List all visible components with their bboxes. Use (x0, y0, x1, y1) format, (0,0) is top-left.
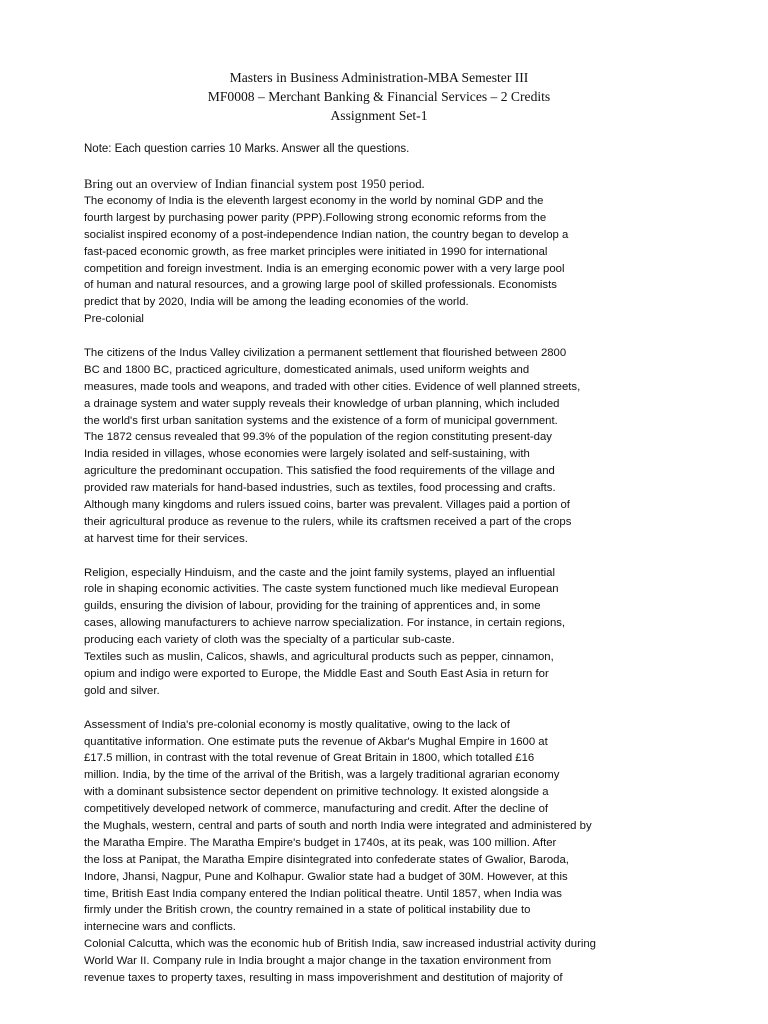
text-line: Indore, Jhansi, Nagpur, Pune and Kolhapur. Gwalior state had a budget of 30M. However, at this (84, 870, 568, 883)
paragraph-gap (84, 548, 674, 565)
text-line: socialist inspired economy of a post-independence Indian nation, the country began to develop a (84, 228, 569, 241)
program-title: Masters in Business Administration-MBA Semester III (229, 70, 529, 85)
text-line: measures, made tools and weapons, and traded with other cities. Evidence of well planned streets, (84, 380, 581, 393)
assignment-title: Assignment Set-1 (330, 108, 428, 123)
paragraph (84, 345, 674, 548)
text-line: the Mughals, western, central and parts of south and north India were integrated and administered by (84, 819, 592, 832)
text-line: India resided in villages, whose economies were largely isolated and self-sustaining, with (84, 448, 530, 461)
paragraph-gap (84, 328, 674, 345)
answer-body (84, 193, 674, 987)
text-line: the Maratha Empire. The Maratha Empire's budget in 1740s, at its peak, was 100 million. After (84, 836, 557, 849)
text-line: million. India, by the time of the arrival of the British, was a largely traditional agrarian economy (84, 769, 560, 782)
text-line: The citizens of the Indus Valley civilization a permanent settlement that flourished between 2800 (84, 347, 567, 360)
text-line: World War II. Company rule in India brought a major change in the taxation environment from (84, 955, 552, 968)
course-title: MF0008 – Merchant Banking & Financial Services – 2 Credits (207, 89, 551, 104)
paragraph-gap (84, 700, 674, 717)
text-line: competition and foreign investment. India is an emerging economic power with a very large pool (84, 262, 565, 275)
text-line: predict that by 2020, India will be among the leading economies of the world. (84, 296, 469, 309)
text-line: producing each variety of cloth was the specialty of a particular sub-caste. (84, 634, 455, 647)
text-line: quantitative information. One estimate puts the revenue of Akbar's Mughal Empire in 1600 at (84, 735, 548, 748)
text-line: a drainage system and water supply reveals their knowledge of urban planning, which included (84, 397, 560, 410)
text-line: The economy of India is the eleventh largest economy in the world by nominal GDP and the (84, 195, 544, 207)
text-line: guilds, ensuring the division of labour, providing for the training of apprentices and, in some (84, 600, 541, 613)
text-line: £17.5 million, in contrast with the total revenue of Great Britain in 1800, which totalled £16 (84, 752, 535, 765)
text-line: opium and indigo were exported to Europe, the Middle East and South East Asia in return for (84, 667, 549, 680)
text-line: their agricultural produce as revenue to the rulers, while its craftsmen received a part of the crops (84, 515, 572, 528)
text-line: the loss at Panipat, the Maratha Empire disintegrated into confederate states of Gwalior, Baroda, (84, 853, 569, 866)
text-line: with a dominant subsistence sector dependent on primitive technology. It existed alongside a (84, 786, 549, 799)
text-line: role in shaping economic activities. The caste system functioned much like medieval European (84, 583, 559, 596)
paragraph (84, 565, 674, 700)
text-line: at harvest time for their services. (84, 532, 248, 545)
text-line: The 1872 census revealed that 99.3% of the population of the region constituting present-day (84, 431, 552, 444)
instructions-note: Note: Each question carries 10 Marks. Answer all the questions. (84, 143, 410, 155)
text-line: fast-paced economic growth, as free market principles were initiated in 1990 for international (84, 245, 548, 258)
question-heading: Bring out an overview of Indian financial system post 1950 period. (84, 177, 425, 191)
text-line: internecine wars and conflicts. (84, 921, 236, 934)
text-line: Although many kingdoms and rulers issued coins, barter was prevalent. Villages paid a portion of (84, 499, 570, 512)
text-line: Pre-colonial (84, 313, 144, 326)
text-line: agriculture the predominant occupation. This satisfied the food requirements of the village and (84, 465, 555, 478)
text-line: provided raw materials for hand-based industries, such as textiles, food processing and crafts. (84, 482, 556, 495)
text-line: Assessment of India's pre-colonial economy is mostly qualitative, owing to the lack of (84, 718, 510, 731)
text-line: firmly under the British crown, the country remained in a state of political instability due to (84, 904, 531, 917)
text-line: cases, allowing manufacturers to achieve narrow specialization. For instance, in certain regions, (84, 617, 566, 630)
text-line: BC and 1800 BC, practiced agriculture, domesticated animals, used uniform weights and (84, 363, 530, 376)
text-line: Religion, especially Hinduism, and the caste and the joint family systems, played an influential (84, 566, 556, 579)
text-line: time, British East India company entered the Indian political theatre. Until 1857, when India was (84, 887, 562, 900)
text-line: gold and silver. (84, 684, 160, 697)
text-line: the world's first urban sanitation systems and the existence of a form of municipal government. (84, 414, 558, 427)
text-line: competitively developed network of commerce, manufacturing and credit. After the decline of (84, 803, 549, 816)
text-line: Textiles such as muslin, Calicos, shawls, and agricultural products such as pepper, cinnamon, (84, 651, 554, 664)
document-header (84, 68, 674, 125)
text-line: of human and natural resources, and a growing large pool of skilled professionals. Economists (84, 279, 557, 292)
document-page (84, 68, 674, 987)
text-line: fourth largest by purchasing power parity (PPP).Following strong economic reforms from the (84, 211, 547, 224)
paragraph (84, 717, 674, 987)
text-line: Colonial Calcutta, which was the economic hub of British India, saw increased industrial activity during (84, 938, 596, 951)
paragraph (84, 193, 674, 328)
text-line: revenue taxes to property taxes, resulting in mass impoverishment and destitution of majority of (84, 971, 563, 984)
